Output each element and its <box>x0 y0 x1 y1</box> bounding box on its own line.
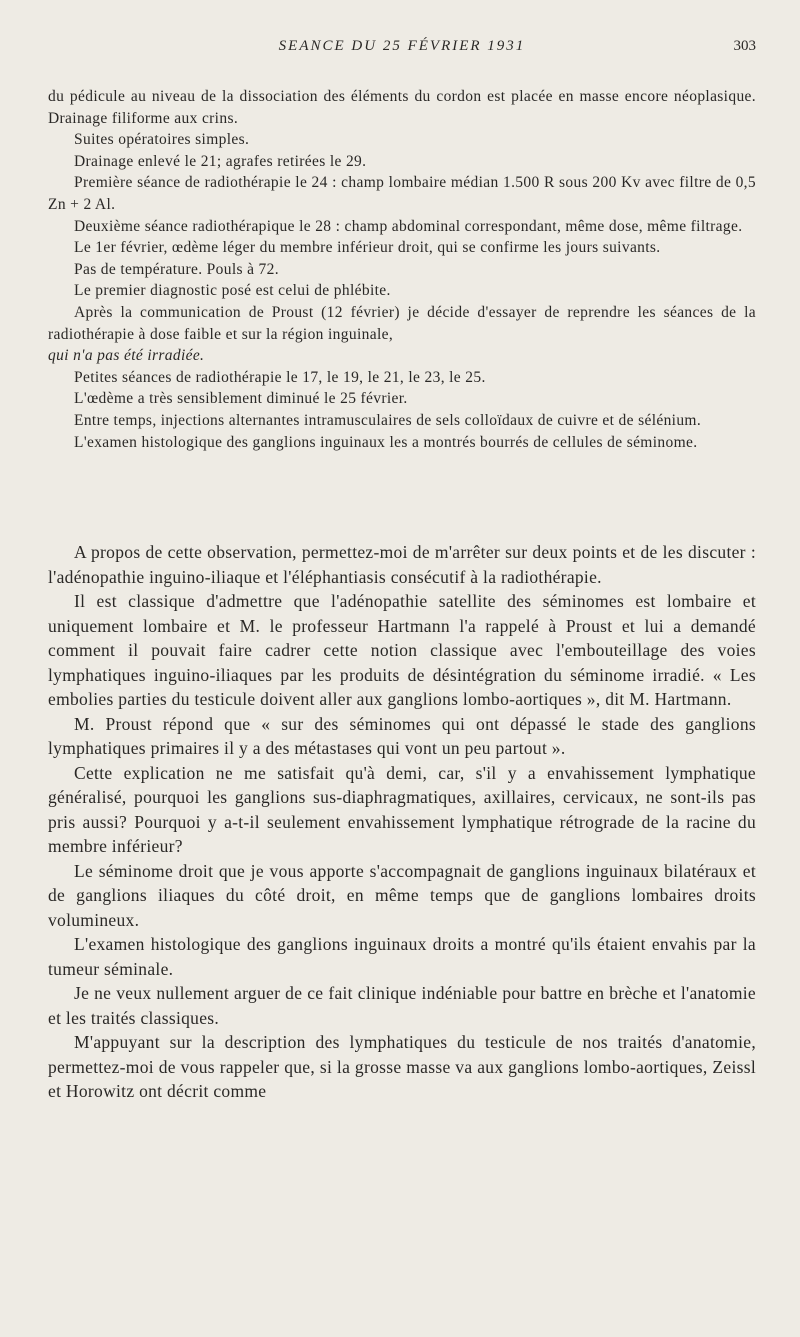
body-paragraph: Je ne veux nullement arguer de ce fait clinique indéniable pour battre en brèche et l'anatomie et les traités classiques. <box>48 983 756 1028</box>
page-header <box>48 38 756 62</box>
observation-paragraph: L'examen histologique des ganglions inguinaux les a montrés bourrés de cellules de séminome. <box>74 433 698 451</box>
main-text <box>48 540 756 1104</box>
observation-paragraph: Après la communication de Proust (12 février) je décide d'essayer de reprendre les séances de la radiothérapie à dose faible et sur la région inguinale, <box>48 303 756 343</box>
body-paragraph: M. Proust répond que « sur des séminomes qui ont dépassé le stade des ganglions lymphatiques primaires il y a des métastases qui vont un peu partout ». <box>48 713 756 758</box>
observation-paragraph: Pas de température. Pouls à 72. <box>74 260 279 278</box>
observation-paragraph: Le premier diagnostic posé est celui de phlébite. <box>74 282 391 300</box>
observation-notes <box>48 86 756 453</box>
body-paragraph: M'appuyant sur la description des lymphatiques du testicule de nos traités d'anatomie, permettez-moi de vous rappeler que, si la grosse masse va aux ganglions lombo-aortiques, Zeissl et Horowitz ont décrit comme <box>48 1032 756 1101</box>
body-paragraph: Le séminome droit que je vous apporte s'accompagnait de ganglions inguinaux bilatéraux et de ganglions iliaques du côté droit, en même temps que de ganglions lombaires droits volumineux. <box>48 860 756 930</box>
observation-paragraph: Première séance de radiothérapie le 24 : champ lombaire médian 1.500 R sous 200 Kv avec filtre de 0,5 Zn + 2 Al. <box>48 174 756 213</box>
running-title: SEANCE DU 25 FÉVRIER 1931 <box>278 38 526 54</box>
body-paragraph: L'examen histologique des ganglions inguinaux droits a montré qu'ils étaient envahis par la tumeur séminale. <box>48 934 756 979</box>
observation-paragraph: Entre temps, injections alternantes intramusculaires de sels colloïdaux de cuivre et de sélénium. <box>74 411 702 429</box>
observation-paragraph: Le 1er février, œdème léger du membre inférieur droit, qui se confirme les jours suivants. <box>74 239 661 257</box>
observation-paragraph: qui n'a pas été irradiée. <box>48 347 205 365</box>
observation-paragraph: Drainage enlevé le 21; agrafes retirées le 29. <box>74 152 367 170</box>
page-number: 303 <box>733 38 756 54</box>
body-paragraph: Il est classique d'admettre que l'adénopathie satellite des séminomes est lombaire et uniquement lombaire et M. le professeur Hartmann l'a rappelé à Proust et lui a demandé comment il pouvait faire cadrer cette notion classique avec l'embouteillage des voies lymphatiques inguino-iliaques par les produits de désintégration du séminome irradié. « Les embolies parties du testicule doivent aller aux ganglions lombo-aortiques », dit M. Hartmann. <box>48 591 756 709</box>
observation-paragraph: Deuxième séance radiothérapique le 28 : champ abdominal correspondant, même dose, même filtrage. <box>74 217 743 235</box>
observation-paragraph: L'œdème a très sensiblement diminué le 25 février. <box>74 390 408 408</box>
body-paragraph: Cette explication ne me satisfait qu'à demi, car, s'il y a envahissement lymphatique généralisé, pourquoi les ganglions sus-diaphragmatiques, axillaires, cervicaux, ne sont-ils pas pris aussi? Pourquoi y a-t-il seulement envahissement lymphatique rétrograde de la racine du membre inférieur? <box>48 762 756 856</box>
observation-paragraph: du pédicule au niveau de la dissociation des éléments du cordon est placée en masse encore néoplasique. Drainage filiforme aux crins. <box>48 88 756 127</box>
observation-paragraph: Petites séances de radiothérapie le 17, le 19, le 21, le 23, le 25. <box>74 368 486 386</box>
body-paragraph: A propos de cette observation, permettez-moi de m'arrêter sur deux points et de les discuter : l'adénopathie inguino-iliaque et l'éléphantiasis consécutif à la radiothérapie. <box>48 542 756 587</box>
observation-paragraph: Suites opératoires simples. <box>74 131 250 149</box>
